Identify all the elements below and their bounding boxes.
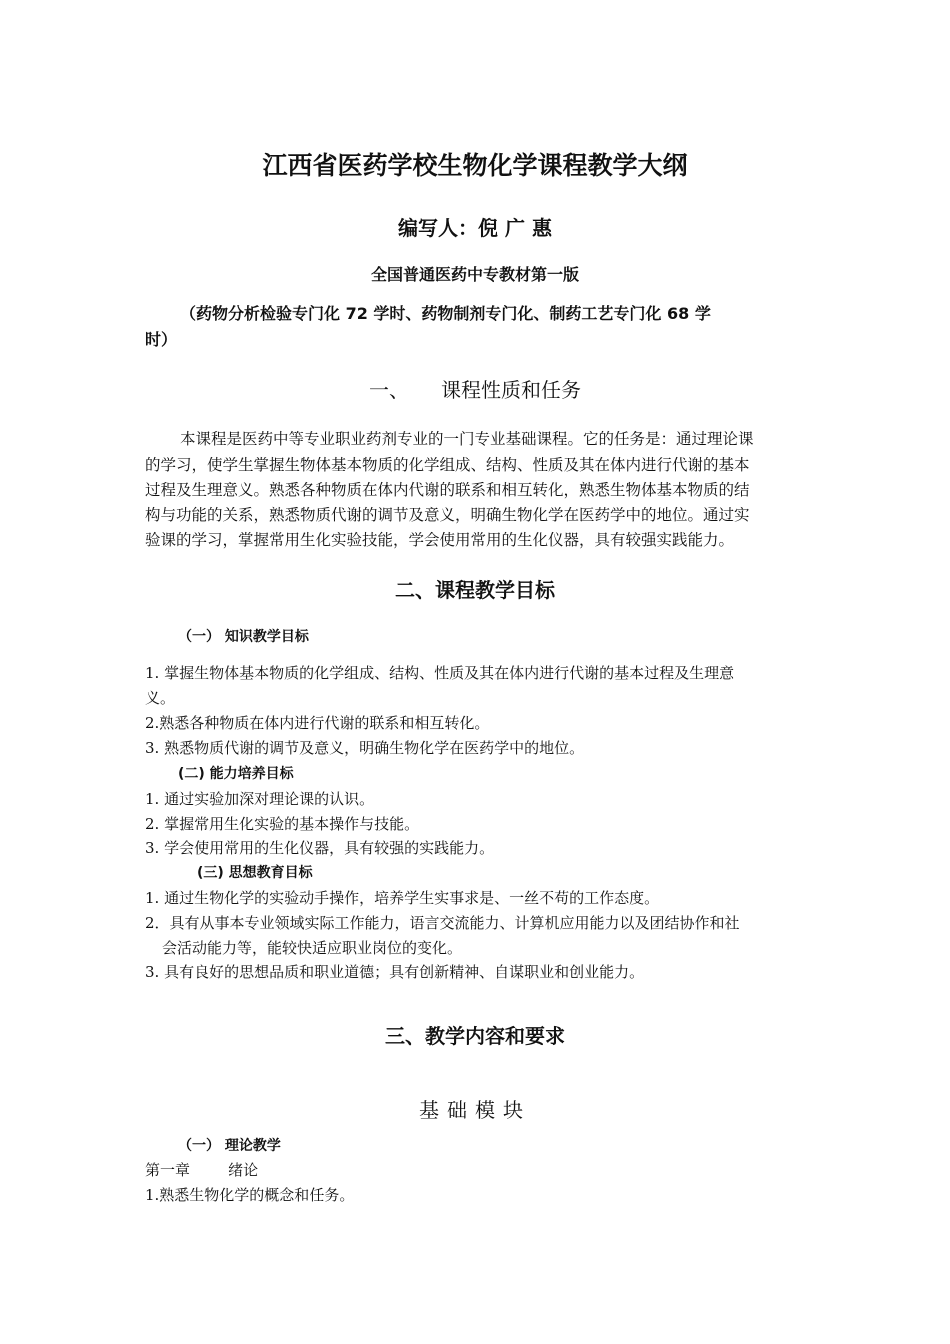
author-line: 编写人：倪 广 惠 xyxy=(398,216,552,240)
knowledge-heading: （一） 知识教学目标 xyxy=(178,629,309,645)
section1-title: 课程性质和任务 xyxy=(441,378,581,402)
chapter-heading: 第一章 绪论 xyxy=(145,1161,259,1179)
ideology-heading: (三) 思想教育目标 xyxy=(197,865,313,881)
section1-number: 一、 xyxy=(369,378,409,402)
module-heading: 基础模块 xyxy=(419,1098,531,1122)
section2-heading: 二、课程教学目标 xyxy=(395,578,555,602)
section1-para-line-2: 的学习，使学生掌握生物体基本物质的化学组成、结构、性质及其在体内进行代谢的基本 xyxy=(145,456,750,474)
section1-heading xyxy=(0,374,950,403)
ideology-item-2-line-2: 会活动能力等，能较快适应职业岗位的变化。 xyxy=(162,939,463,957)
ability-item-1: 1. 通过实验加深对理论课的认识。 xyxy=(145,790,375,808)
knowledge-item-1-line-1: 1. 掌握生物体基本物质的化学组成、结构、性质及其在体内进行代谢的基本过程及生理意 xyxy=(145,664,735,682)
ideology-item-2-line-1: 2．具有从事本专业领域实际工作能力，语言交流能力、计算机应用能力以及团结协作和社 xyxy=(145,914,740,932)
ability-item-3: 3. 学会使用常用的生化仪器，具有较强的实践能力。 xyxy=(145,839,495,857)
knowledge-item-3: 3. 熟悉物质代谢的调节及意义，明确生物化学在医药学中的地位。 xyxy=(145,739,585,757)
knowledge-item-2: 2.熟悉各种物质在体内进行代谢的联系和相互转化。 xyxy=(145,714,490,732)
document-title: 江西省医药学校生物化学课程教学大纲 xyxy=(262,151,688,180)
edition-line: 全国普通医药中专教材第一版 xyxy=(370,265,579,284)
section1-para-line-5: 验课的学习，掌握常用生化实验技能，学会使用常用的生化仪器，具有较强实践能力。 xyxy=(145,531,735,549)
hours-line-2: 时） xyxy=(145,330,178,349)
ideology-item-1: 1. 通过生物化学的实验动手操作，培养学生实事求是、一丝不苟的工作态度。 xyxy=(145,889,660,907)
section1-para-line-1: 本课程是医药中等专业职业药剂专业的一门专业基础课程。它的任务是：通过理论课 xyxy=(180,430,754,448)
ideology-item-3: 3. 具有良好的思想品质和职业道德；具有创新精神、自谋职业和创业能力。 xyxy=(145,963,645,981)
section1-para-line-3: 过程及生理意义。熟悉各种物质在体内代谢的联系和相互转化，熟悉生物体基本物质的结 xyxy=(145,481,750,499)
ability-item-2: 2. 掌握常用生化实验的基本操作与技能。 xyxy=(145,815,420,833)
section1-para-line-4: 构与功能的关系，熟悉物质代谢的调节及意义，明确生物化学在医药学中的地位。通过实 xyxy=(145,506,750,524)
chapter-item-1: 1.熟悉生物化学的概念和任务。 xyxy=(145,1186,355,1204)
ability-heading: (二) 能力培养目标 xyxy=(178,766,294,782)
theory-heading: （一） 理论教学 xyxy=(178,1138,281,1154)
section3-heading: 三、教学内容和要求 xyxy=(385,1024,565,1048)
hours-line-1: （药物分析检验专门化 72 学时、药物制剂专门化、制药工艺专门化 68 学 xyxy=(180,304,711,323)
knowledge-item-1-line-2: 义。 xyxy=(145,689,176,707)
